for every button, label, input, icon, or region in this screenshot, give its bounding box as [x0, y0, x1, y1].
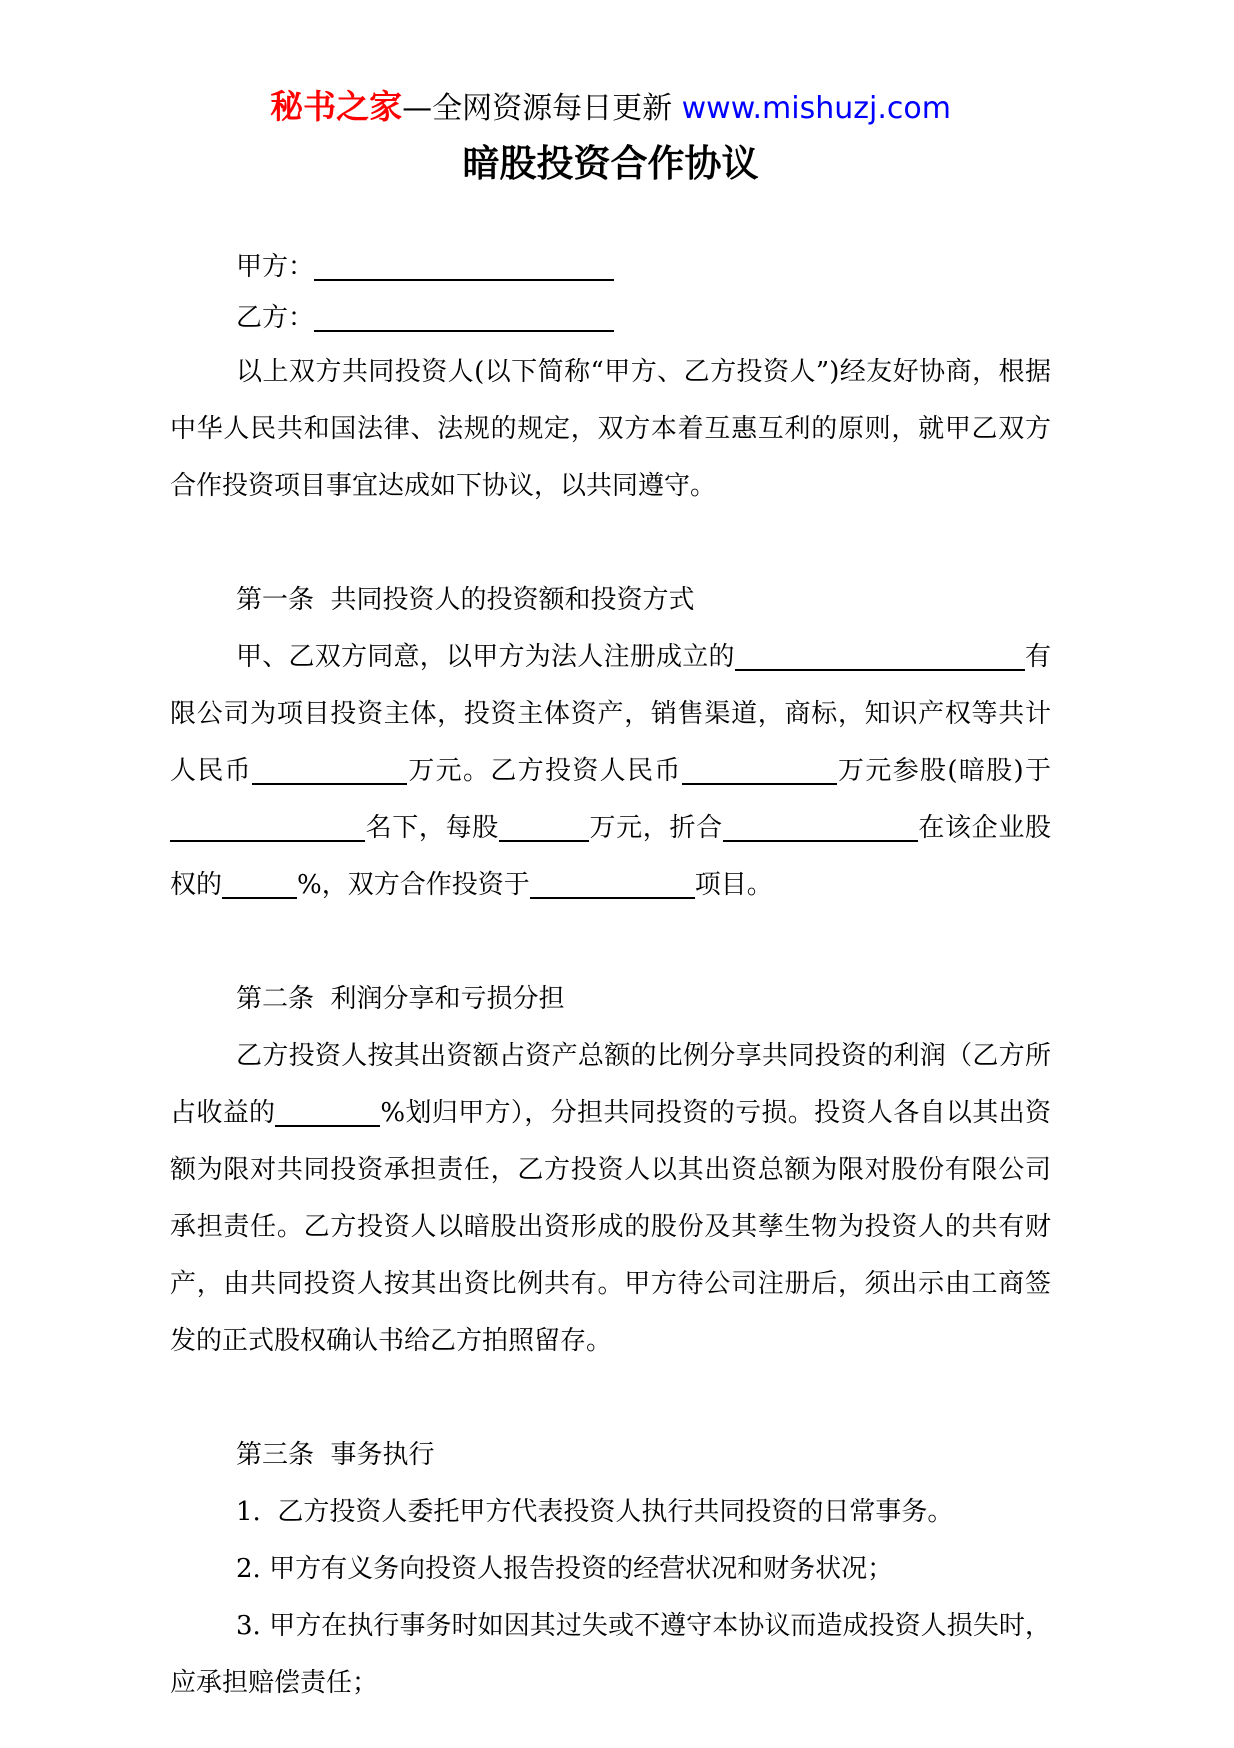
text-run: 万元，折合	[588, 813, 723, 843]
text-run: %，双方合作投资于	[297, 870, 530, 900]
field-row	[170, 293, 1051, 344]
blank-line	[170, 1370, 1051, 1427]
blank-field	[222, 893, 297, 899]
text-run: 以上双方共同投资人(以下简称“甲方、乙方投资人”)经友好协商，根据中华人民共和国法律、法规的规定，双方本着互惠互利的原则，就甲乙双方合作投资项目事宜达成如下协议，以共同遵守。	[170, 357, 1051, 501]
site-tagline: 全网资源每日更新	[432, 91, 682, 126]
section-heading: 第二条 利润分享和亏损分担	[236, 984, 565, 1014]
list-item: 1. 乙方投资人委托甲方代表投资人执行共同投资的日常事务。	[236, 1497, 954, 1527]
blank-field	[723, 836, 918, 842]
text-run: 甲、乙双方同意，以甲方为法人注册成立的	[236, 642, 735, 672]
party-b-label: 乙方：	[236, 303, 315, 333]
page-title: 暗股投资合作协议	[462, 142, 759, 185]
text-run: %划归甲方），分担共同投资的亏损。投资人各自以其出资额为限对共同投资承担责任，乙方投资人以其出资总额为限对股份有限公司承担责任。乙方投资人以暗股出资形成的股份及其孳生物为投资人的共有财产，由共同投资人按其出资比例共有。甲方待公司注册后，须出示由工商签发的正式股权确认书给乙方拍照留存。	[170, 1098, 1051, 1356]
site-header	[170, 84, 1051, 132]
text-run: 有限公司为项目投资主体，投资主体资产，销售渠道，商标，知识产权等共计人民币	[170, 642, 1051, 786]
text-run: 万元参股(暗股)于	[836, 756, 1051, 786]
site-brand: 秘书之家	[270, 87, 403, 126]
blank-field	[170, 836, 365, 842]
list-item: 2. 甲方有义务向投资人报告投资的经营状况和财务状况；	[236, 1554, 894, 1584]
blank-field	[252, 779, 407, 785]
paragraph	[170, 629, 1051, 914]
blank-field	[499, 836, 589, 842]
text-run: 万元。乙方投资人民币	[407, 756, 682, 786]
blank-field	[682, 779, 837, 785]
party-a-label: 甲方：	[236, 252, 315, 282]
paragraph	[170, 1028, 1051, 1370]
paragraph	[170, 344, 1051, 515]
list-item: 3. 甲方在执行事务时如因其过失或不遵守本协议而造成投资人损失时，应承担赔偿责任；	[170, 1611, 1051, 1698]
blank-line	[170, 515, 1051, 572]
document-body	[170, 242, 1051, 1712]
blank-field	[314, 275, 614, 281]
text-run: 名下，每股	[365, 813, 499, 843]
blank-field	[314, 326, 614, 332]
section-heading: 第一条 共同投资人的投资额和投资方式	[236, 585, 695, 615]
field-row	[170, 242, 1051, 293]
text-run: 乙方投资人按其出资额占资产总额的比例分享共同投资的利润（乙方所占收益的	[170, 1041, 1051, 1128]
blank-field	[530, 893, 695, 899]
text-run: 在该企业股权的	[170, 813, 1051, 900]
blank-field	[275, 1121, 380, 1127]
text-run: 项目。	[694, 870, 773, 900]
section-heading: 第三条 事务执行	[236, 1440, 435, 1470]
header-separator: —	[402, 91, 433, 126]
site-url-link[interactable]: www.mishuzj.com	[681, 91, 951, 126]
blank-field	[735, 665, 1025, 671]
blank-line	[170, 914, 1051, 971]
